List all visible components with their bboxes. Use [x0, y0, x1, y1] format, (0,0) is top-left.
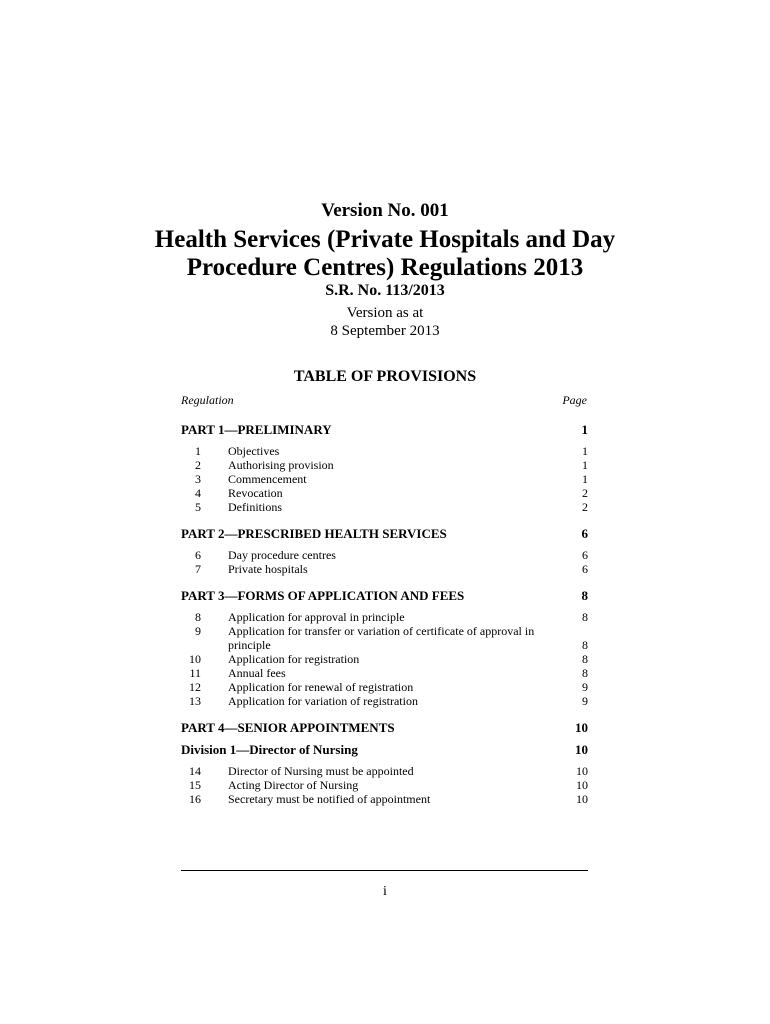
page-number: i [383, 884, 387, 899]
version-as-at [0, 304, 770, 340]
regulation-page: 6 [582, 548, 588, 562]
regulation-number: 3 [195, 472, 201, 486]
regulation-title: Private hospitals [228, 562, 308, 576]
toc-entry[interactable] [181, 680, 588, 694]
regulation-page: 10 [576, 778, 588, 792]
sr-number: S.R. No. 113/2013 [325, 282, 445, 299]
toc-entry[interactable] [181, 778, 588, 792]
regulation-number: 7 [195, 562, 201, 576]
regulation-title: Application for registration [228, 652, 360, 666]
regulation-title: Application for approval in principle [228, 610, 405, 624]
part-3-group [181, 588, 588, 708]
toc-entry[interactable] [181, 652, 588, 666]
regulation-number: 6 [195, 548, 201, 562]
regulation-title: Application for variation of registration [228, 694, 418, 708]
part-1-group [181, 422, 588, 514]
toc-entry[interactable] [181, 562, 588, 576]
toc-entry[interactable] [181, 458, 588, 472]
part-label: PART 3—FORMS OF APPLICATION AND FEES [181, 588, 465, 603]
regulation-page: 1 [582, 458, 588, 472]
regulation-number: 10 [189, 652, 201, 666]
regulation-number: 11 [189, 666, 201, 680]
part-heading[interactable] [181, 422, 588, 438]
toc-entry[interactable] [181, 764, 588, 778]
toc-title: TABLE OF PROVISIONS [293, 368, 477, 385]
toc-entry[interactable] [181, 444, 588, 458]
division-heading[interactable] [181, 742, 588, 758]
regulation-number: 15 [189, 778, 201, 792]
version-date: 8 September 2013 [330, 323, 440, 339]
regulation-page: 9 [582, 694, 588, 708]
toc-entry[interactable] [181, 792, 588, 806]
regulation-number: 2 [195, 458, 201, 472]
part-label: PART 4—SENIOR APPOINTMENTS [181, 720, 395, 735]
regulation-page: 2 [582, 500, 588, 514]
regulation-page: 8 [582, 666, 588, 680]
footer-divider [181, 870, 588, 871]
regulation-title: Application for renewal of registration [228, 680, 414, 694]
regulation-title: Annual fees [228, 666, 286, 680]
part-4-group [181, 720, 588, 806]
regulation-page: 10 [576, 792, 588, 806]
column-heading-page: Page [562, 393, 587, 407]
division-label: Division 1—Director of Nursing [181, 742, 358, 757]
regulation-number: 8 [195, 610, 201, 624]
regulation-page: 8 [582, 638, 588, 652]
regulation-title: Day procedure centres [228, 548, 336, 562]
regulation-number: 13 [189, 694, 201, 708]
toc-entry[interactable] [181, 624, 588, 652]
part-page: 1 [581, 422, 588, 437]
regulation-number: 16 [189, 792, 201, 806]
regulation-page: 8 [582, 652, 588, 666]
toc-entry[interactable] [181, 486, 588, 500]
regulation-number: 14 [189, 764, 201, 778]
regulation-title: Objectives [228, 444, 280, 458]
regulation-page: 10 [576, 764, 588, 778]
part-heading[interactable] [181, 526, 588, 542]
regulation-number: 9 [195, 624, 201, 638]
regulation-number: 5 [195, 500, 201, 514]
toc-entry[interactable] [181, 666, 588, 680]
regulation-title: Commencement [228, 472, 307, 486]
regulation-number: 12 [189, 680, 201, 694]
regulation-number: 4 [195, 486, 201, 500]
regulation-page: 1 [582, 472, 588, 486]
part-label: PART 2—PRESCRIBED HEALTH SERVICES [181, 526, 447, 541]
division-page: 10 [575, 742, 588, 757]
toc-entry[interactable] [181, 694, 588, 708]
column-heading-regulation: Regulation [181, 393, 234, 407]
document-title-line-1: Health Services (Private Hospitals and Day [154, 226, 616, 253]
regulation-page: 9 [582, 680, 588, 694]
part-page: 10 [575, 720, 588, 735]
part-page: 6 [581, 526, 588, 541]
regulation-title: Director of Nursing must be appointed [228, 764, 414, 778]
part-heading[interactable] [181, 588, 588, 604]
regulation-title: Definitions [228, 500, 282, 514]
regulation-title: Authorising provision [228, 458, 334, 472]
regulation-page: 6 [582, 562, 588, 576]
table-of-provisions [181, 422, 588, 818]
regulation-page: 2 [582, 486, 588, 500]
part-label: PART 1—PRELIMINARY [181, 422, 332, 437]
regulation-title: Acting Director of Nursing [228, 778, 359, 792]
toc-entry[interactable] [181, 548, 588, 562]
document-title-line-2: Procedure Centres) Regulations 2013 [186, 254, 584, 281]
toc-entry[interactable] [181, 472, 588, 486]
part-heading[interactable] [181, 720, 588, 736]
toc-entry[interactable] [181, 610, 588, 624]
regulation-title: Secretary must be notified of appointment [228, 792, 431, 806]
regulation-page: 8 [582, 610, 588, 624]
regulation-title: Revocation [228, 486, 283, 500]
toc-entry[interactable] [181, 500, 588, 514]
regulation-number: 1 [195, 444, 201, 458]
part-2-group [181, 526, 588, 576]
regulation-title: Application for transfer or variation of certificate of approval in principle [228, 624, 535, 652]
document-title [0, 226, 770, 282]
version-number: Version No. 001 [321, 200, 449, 221]
part-page: 8 [581, 588, 588, 603]
regulation-page: 1 [582, 444, 588, 458]
version-as-at-label: Version as at [346, 305, 424, 321]
